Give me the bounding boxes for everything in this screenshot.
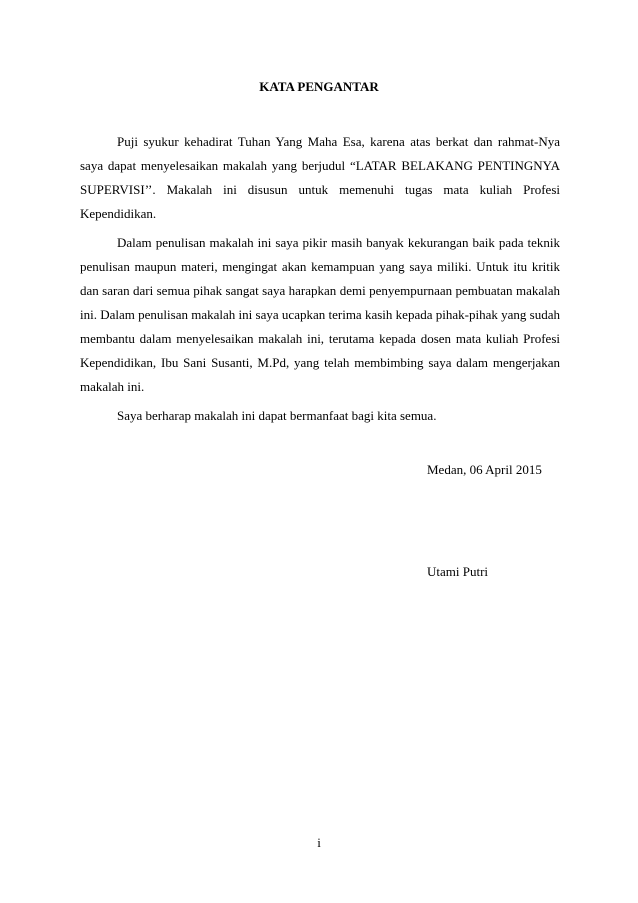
page-number: i (317, 835, 321, 850)
paragraph-closing: Saya berharap makalah ini dapat bermanfaat bagi kita semua. (117, 408, 437, 423)
paragraph-acknowledgement: Dalam penulisan makalah ini saya pikir masih banyak kekurangan baik pada teknik penulisan maupun materi, mengingat akan kemampuan yang saya miliki. Untuk itu kritik dan saran dari semua pihak sangat saya harapkan demi penyempurnaan pembuatan makalah ini. Dalam penulisan makalah ini saya ucapkan terima kasih kepada pihak-pihak yang sudah membantu dalam menyelesaikan makalah ini, terutama kepada dosen mata kuliah Profesi Kependidikan, Ibu Sani Susanti, M.Pd, yang telah membimbing saya dalam mengerjakan makalah ini. (80, 235, 560, 394)
page-title: KATA PENGANTAR (259, 79, 379, 94)
paragraph-opening: Puji syukur kehadirat Tuhan Yang Maha Esa, karena atas berkat dan rahmat-Nya saya dapat menyelesaikan makalah yang berjudul “LATAR BELAKANG PENTINGNYA SUPERVISI’’. Makalah ini disusun untuk memenuhi tugas mata kuliah Profesi Kependidikan. (80, 134, 560, 221)
place-date: Medan, 06 April 2015 (427, 462, 542, 477)
author-name: Utami Putri (427, 564, 489, 579)
document-body (80, 130, 560, 433)
